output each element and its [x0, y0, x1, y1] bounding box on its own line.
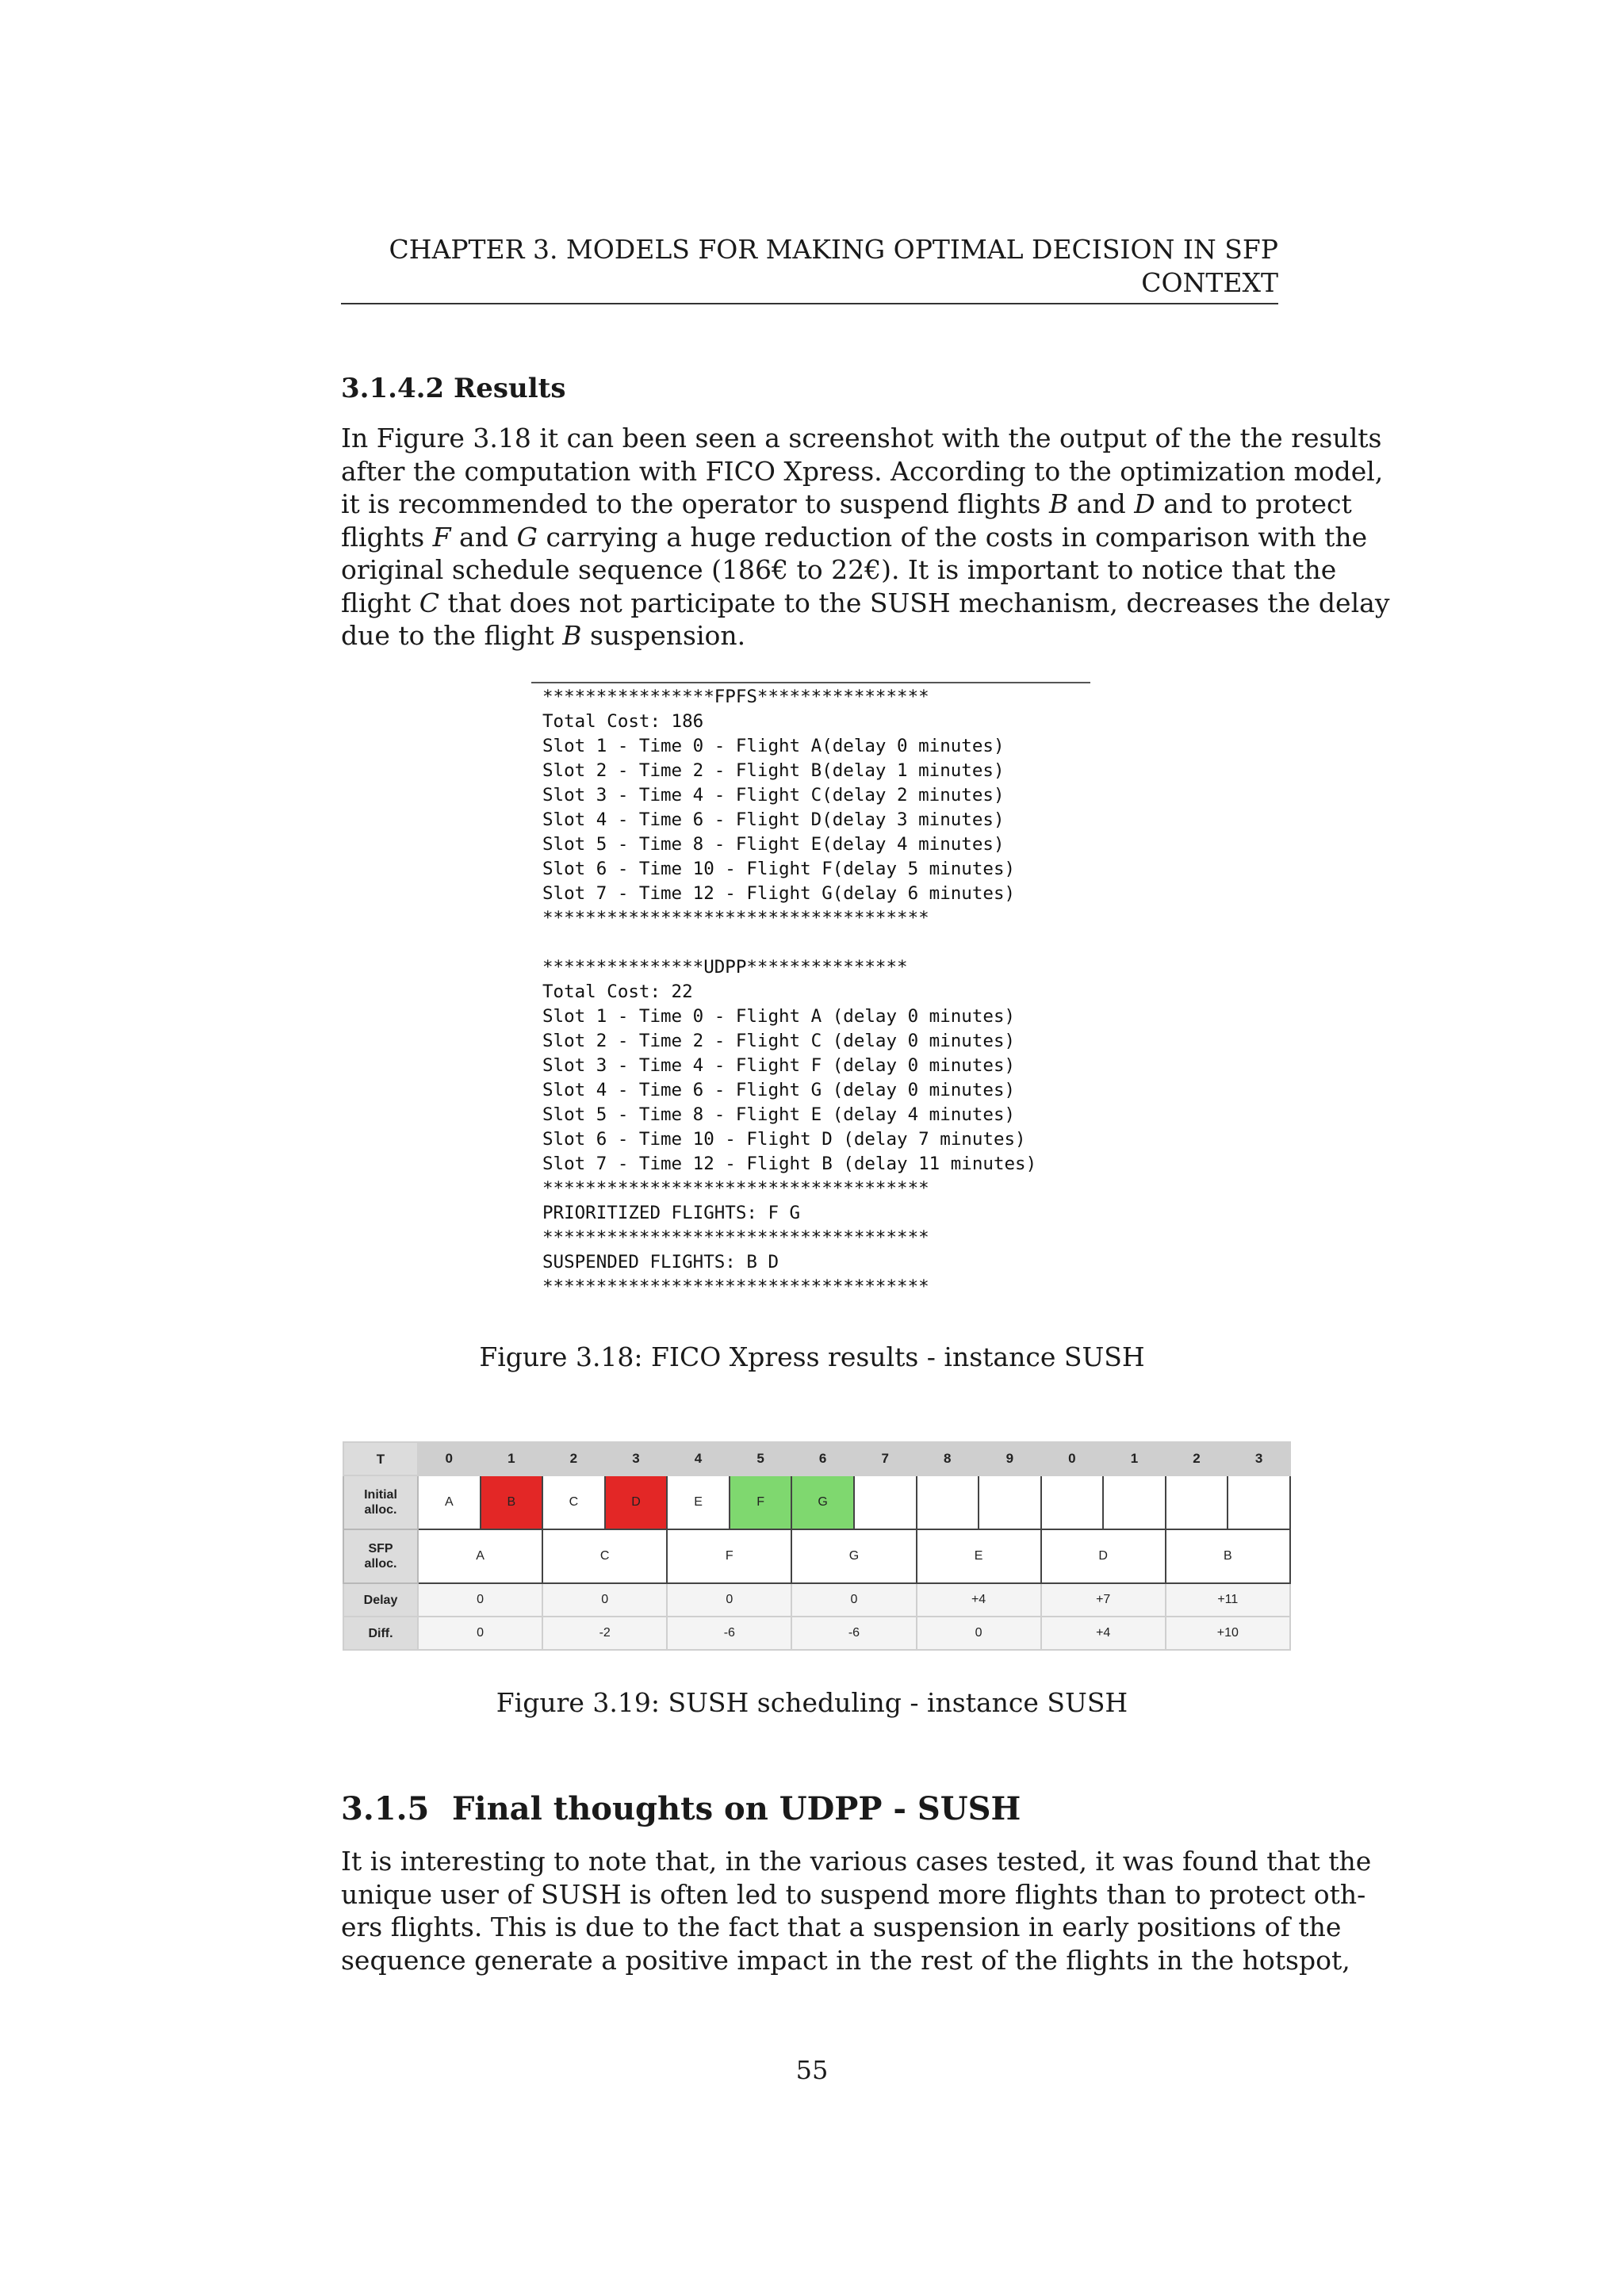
paragraph-line: due to the flight B suspension.: [341, 620, 746, 651]
console-line: SUSPENDED FLIGHTS: B D: [542, 1252, 779, 1272]
time-slot-header: 0: [1041, 1442, 1104, 1475]
initial-alloc-cell: [1166, 1475, 1228, 1529]
running-header: [341, 233, 1278, 300]
sfp-alloc-label-text: alloc.: [364, 1557, 397, 1571]
diff-cell: +4: [1041, 1617, 1166, 1650]
time-header-row: [343, 1442, 1290, 1475]
console-line: Slot 1 - Time 0 - Flight A(delay 0 minutes): [542, 736, 1005, 756]
time-slot-header: 3: [1228, 1442, 1290, 1475]
diff-cell: -6: [667, 1617, 791, 1650]
initial-alloc-cell: G: [791, 1475, 854, 1529]
console-line: Total Cost: 186: [542, 711, 704, 732]
initial-alloc-cell: [979, 1475, 1041, 1529]
console-line: Slot 2 - Time 2 - Flight C (delay 0 minutes): [542, 1031, 1016, 1051]
paragraph-line: flight C that does not participate to the SUSH mechanism, decreases the delay: [341, 587, 1390, 618]
console-line: Slot 1 - Time 0 - Flight A (delay 0 minutes): [542, 1006, 1016, 1027]
delay-cell: 0: [791, 1583, 916, 1617]
paragraph-line: ers flights. This is due to the fact that a suspension in early positions of the: [341, 1911, 1342, 1942]
sfp-alloc-cell: C: [542, 1529, 667, 1583]
sfp-alloc-label: [343, 1529, 418, 1583]
time-slot-header: 5: [730, 1442, 792, 1475]
diff-cell: -2: [542, 1617, 667, 1650]
console-line: Slot 6 - Time 10 - Flight F(delay 5 minutes): [542, 859, 1016, 879]
page-number: 55: [795, 2055, 829, 2085]
initial-alloc-cell: D: [605, 1475, 668, 1529]
console-line: ************************************: [542, 908, 929, 928]
figure-3-18-caption: Figure 3.18: FICO Xpress results - instance SUSH: [479, 1341, 1145, 1372]
time-slot-header: 1: [1103, 1442, 1166, 1475]
time-label: T: [343, 1442, 418, 1475]
time-slot-header: 9: [979, 1442, 1041, 1475]
sfp-alloc-cell: A: [418, 1529, 542, 1583]
delay-cell: 0: [418, 1583, 542, 1617]
section-heading: [341, 1790, 1021, 1827]
delay-row: [343, 1583, 1290, 1617]
console-line: PRIORITIZED FLIGHTS: F G: [542, 1203, 801, 1223]
final-thoughts-paragraph: [341, 1845, 1372, 1976]
console-line: Slot 6 - Time 10 - Flight D (delay 7 minutes): [542, 1129, 1026, 1150]
initial-alloc-cell: [1103, 1475, 1166, 1529]
delay-cell: 0: [542, 1583, 667, 1617]
section-title: Final thoughts on UDPP - SUSH: [452, 1790, 1021, 1827]
initial-alloc-cell: C: [542, 1475, 605, 1529]
console-line: Slot 7 - Time 12 - Flight B (delay 11 minutes): [542, 1154, 1037, 1174]
delay-label-text: Delay: [363, 1593, 398, 1607]
results-paragraph: [341, 422, 1390, 652]
delay-cell: +7: [1041, 1583, 1166, 1617]
time-slot-header: 2: [1166, 1442, 1228, 1475]
console-line: [542, 931, 1036, 955]
delay-cell: +4: [917, 1583, 1041, 1617]
console-line: Slot 4 - Time 6 - Flight D(delay 3 minutes): [542, 809, 1005, 830]
sfp-alloc-cell: B: [1166, 1529, 1290, 1583]
console-line: ****************FPFS****************: [542, 687, 929, 707]
delay-cell: 0: [667, 1583, 791, 1617]
console-line: Total Cost: 22: [542, 982, 693, 1002]
diff-label: [343, 1617, 418, 1650]
time-slot-header: 0: [418, 1442, 481, 1475]
delay-cell: +11: [1166, 1583, 1290, 1617]
header-line-1: CHAPTER 3. MODELS FOR MAKING OPTIMAL DECISION IN SFP: [389, 234, 1278, 265]
console-line: ************************************: [542, 1276, 929, 1297]
time-slot-header: 3: [605, 1442, 668, 1475]
console-line: Slot 3 - Time 4 - Flight F (delay 0 minutes): [542, 1055, 1016, 1076]
console-line: Slot 2 - Time 2 - Flight B(delay 1 minutes): [542, 760, 1005, 781]
console-line: ************************************: [542, 1227, 929, 1248]
delay-label: [343, 1583, 418, 1617]
time-slot-header: 7: [854, 1442, 917, 1475]
initial-alloc-cell: [1041, 1475, 1104, 1529]
initial-alloc-label: [343, 1475, 418, 1529]
figure-3-19-caption: Figure 3.19: SUSH scheduling - instance SUSH: [496, 1687, 1128, 1718]
sfp-alloc-row: [343, 1529, 1290, 1583]
paragraph-line: original schedule sequence (186€ to 22€). It is important to notice that the: [341, 554, 1337, 585]
initial-alloc-cell: [917, 1475, 979, 1529]
initial-alloc-cell: [854, 1475, 917, 1529]
initial-alloc-label-text: Initial: [364, 1488, 397, 1502]
console-top-rule: [531, 682, 1090, 683]
sush-scheduling-table: [343, 1441, 1289, 1649]
initial-alloc-cell: F: [730, 1475, 792, 1529]
initial-alloc-row: [343, 1475, 1290, 1529]
sfp-alloc-cell: F: [667, 1529, 791, 1583]
time-slot-header: 6: [791, 1442, 854, 1475]
fico-console-screenshot: [531, 674, 1090, 1299]
diff-cell: 0: [917, 1617, 1041, 1650]
header-line-2: CONTEXT: [1141, 267, 1278, 298]
sfp-alloc-cell: E: [917, 1529, 1041, 1583]
console-line: Slot 5 - Time 8 - Flight E(delay 4 minutes): [542, 834, 1005, 855]
diff-cell: 0: [418, 1617, 542, 1650]
diff-row: [343, 1617, 1290, 1650]
diff-label-text: Diff.: [368, 1626, 393, 1640]
initial-alloc-cell: B: [481, 1475, 543, 1529]
sfp-alloc-label-text: SFP: [368, 1542, 393, 1556]
paragraph-line: unique user of SUSH is often led to suspend more flights than to protect oth-: [341, 1878, 1366, 1910]
paragraph-line: It is interesting to note that, in the various cases tested, it was found that the: [341, 1846, 1372, 1877]
paragraph-line: sequence generate a positive impact in the rest of the flights in the hotspot,: [341, 1944, 1350, 1976]
console-output: [542, 685, 1036, 1299]
console-line: ************************************: [542, 1178, 929, 1199]
initial-alloc-label-text: alloc.: [364, 1503, 397, 1517]
console-line: Slot 7 - Time 12 - Flight G(delay 6 minutes): [542, 883, 1016, 904]
time-slot-header: 4: [667, 1442, 730, 1475]
paragraph-line: after the computation with FICO Xpress. According to the optimization model,: [341, 455, 1384, 487]
diff-cell: -6: [791, 1617, 916, 1650]
diff-cell: +10: [1166, 1617, 1290, 1650]
time-slot-header: 8: [917, 1442, 979, 1475]
sfp-alloc-cell: G: [791, 1529, 916, 1583]
console-line: ***************UDPP***************: [542, 957, 908, 978]
paragraph-line: it is recommended to the operator to suspend flights B and D and to protect: [341, 488, 1352, 519]
header-rule: [341, 303, 1278, 304]
console-line: Slot 4 - Time 6 - Flight G (delay 0 minutes): [542, 1080, 1016, 1100]
section-number: 3.1.5: [341, 1790, 430, 1827]
subsection-heading: 3.1.4.2 Results: [341, 373, 566, 404]
time-slot-header: 1: [481, 1442, 543, 1475]
initial-alloc-cell: A: [418, 1475, 481, 1529]
console-line: Slot 5 - Time 8 - Flight E (delay 4 minutes): [542, 1104, 1016, 1125]
sfp-alloc-cell: D: [1041, 1529, 1166, 1583]
paragraph-line: flights F and G carrying a huge reduction of the costs in comparison with the: [341, 521, 1368, 553]
initial-alloc-cell: E: [667, 1475, 730, 1529]
initial-alloc-cell: [1228, 1475, 1290, 1529]
paragraph-line: In Figure 3.18 it can been seen a screenshot with the output of the the results: [341, 423, 1382, 453]
time-slot-header: 2: [542, 1442, 605, 1475]
console-line: Slot 3 - Time 4 - Flight C(delay 2 minutes): [542, 785, 1005, 806]
